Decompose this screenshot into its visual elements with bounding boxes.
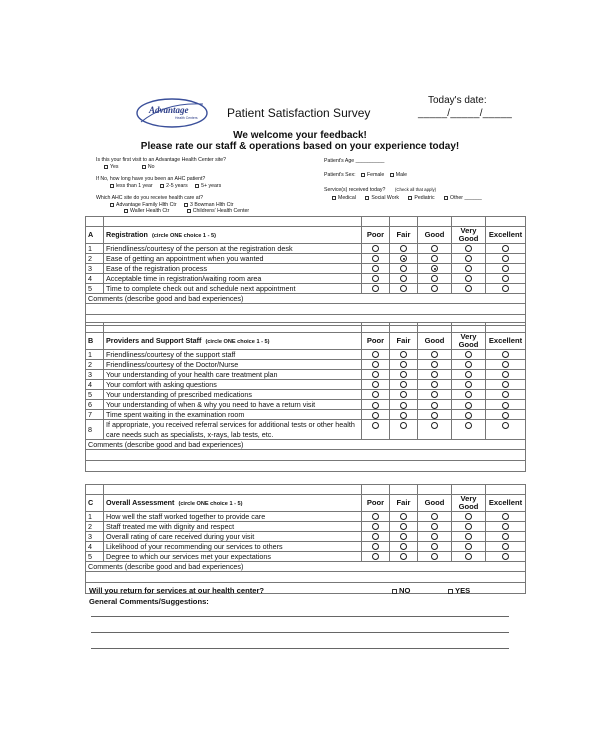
rating-radio-very-good[interactable] — [465, 285, 472, 292]
rating-radio-good[interactable] — [431, 361, 438, 368]
checkbox[interactable] — [332, 196, 336, 200]
rating-radio-poor[interactable] — [372, 371, 379, 378]
rating-radio-excellent[interactable] — [502, 381, 509, 388]
rating-radio-very-good[interactable] — [465, 533, 472, 540]
item-number: 3 — [86, 369, 104, 379]
welcome-heading: We welcome your feedback! — [233, 130, 367, 141]
section-title: Registration (circle ONE choice 1 - 5) — [104, 226, 362, 243]
rating-radio-poor[interactable] — [372, 391, 379, 398]
table-row — [86, 531, 526, 541]
services-options: Medical Social Work Pediatric Other ______ — [332, 195, 482, 201]
rating-radio-very-good[interactable] — [465, 422, 472, 429]
comments-row[interactable] — [86, 293, 526, 303]
rating-header-excellent: Excellent — [486, 332, 526, 349]
item-number: 2 — [86, 253, 104, 263]
rating-radio-excellent[interactable] — [502, 371, 509, 378]
item-number: 4 — [86, 379, 104, 389]
table-row — [86, 263, 526, 273]
rating-radio-poor[interactable] — [372, 255, 379, 262]
rating-radio-fair[interactable] — [400, 533, 407, 540]
instructions-heading: Please rate our staff & operations based on your experience today! — [140, 141, 460, 152]
rating-radio-excellent[interactable] — [502, 285, 509, 292]
comments-label: Comments (describe good and bad experiences) — [86, 561, 526, 571]
table-row — [86, 283, 526, 293]
checkbox[interactable] — [392, 589, 397, 594]
rating-radio-excellent[interactable] — [502, 255, 509, 262]
section-header-row — [86, 332, 526, 349]
checkbox[interactable] — [142, 165, 146, 169]
rating-radio-very-good[interactable] — [465, 255, 472, 262]
rating-radio-poor[interactable] — [372, 543, 379, 550]
item-number: 2 — [86, 521, 104, 531]
table-row — [86, 420, 526, 440]
rating-radio-very-good[interactable] — [465, 381, 472, 388]
table-row — [86, 410, 526, 420]
checkbox[interactable] — [448, 589, 453, 594]
advantage-logo — [135, 96, 209, 130]
rating-radio-good[interactable] — [431, 533, 438, 540]
site-options-row1: Advantage Family Hlth Ctr 3 Bowman Hlth Ctr — [110, 202, 234, 208]
rating-radio-excellent[interactable] — [502, 543, 509, 550]
section-a-table — [85, 216, 526, 326]
rating-header-good: Good — [418, 226, 452, 243]
rating-radio-very-good[interactable] — [465, 351, 472, 358]
rating-header-very-good: Very Good — [452, 332, 486, 349]
rating-radio-fair[interactable] — [400, 381, 407, 388]
table-row — [86, 511, 526, 521]
table-row — [86, 389, 526, 399]
rating-radio-good[interactable] — [431, 371, 438, 378]
comments-row[interactable] — [86, 440, 526, 450]
item-number: 5 — [86, 283, 104, 293]
rating-radio-fair[interactable] — [400, 412, 407, 419]
site-options-row2: Waller Health Ctr Childrens' Health Center — [124, 208, 249, 214]
rating-header-excellent: Excellent — [486, 226, 526, 243]
svg-text:Health Centers: Health Centers — [175, 116, 198, 120]
rating-header-fair: Fair — [390, 494, 418, 511]
table-row — [86, 541, 526, 551]
rating-radio-very-good[interactable] — [465, 553, 472, 560]
return-question: Will you return for services at our health center? — [89, 586, 265, 595]
item-question: Your understanding of your health care treatment plan — [104, 369, 362, 379]
item-number: 4 — [86, 273, 104, 283]
comment-line[interactable] — [91, 616, 509, 617]
rating-radio-very-good[interactable] — [465, 361, 472, 368]
item-number: 3 — [86, 263, 104, 273]
comment-line[interactable] — [91, 632, 509, 633]
rating-radio-excellent[interactable] — [502, 513, 509, 520]
rating-radio-poor[interactable] — [372, 265, 379, 272]
checkbox[interactable] — [444, 196, 448, 200]
checkbox[interactable] — [124, 209, 128, 213]
section-letter: B — [86, 332, 104, 349]
item-question: Overall rating of care received during your visit — [104, 531, 362, 541]
item-question: Your understanding of prescribed medications — [104, 389, 362, 399]
rating-header-excellent: Excellent — [486, 494, 526, 511]
rating-radio-very-good[interactable] — [465, 391, 472, 398]
rating-radio-fair[interactable] — [400, 391, 407, 398]
item-number: 1 — [86, 349, 104, 359]
rating-radio-fair[interactable] — [400, 255, 407, 262]
first-visit-question: Is this your first visit to an Advantage Health Center site? — [96, 157, 227, 163]
section-letter: C — [86, 494, 104, 511]
item-question: Your understanding of when & why you need to have a return visit — [104, 399, 362, 410]
rating-radio-fair[interactable] — [400, 265, 407, 272]
item-question: Your comfort with asking questions — [104, 379, 362, 389]
patient-duration-options: less than 1 year 2-5 years 5+ years — [110, 183, 221, 189]
checkbox[interactable] — [104, 165, 108, 169]
sex-field: Patient's Sex: Female Male — [324, 172, 408, 178]
rating-radio-poor[interactable] — [372, 245, 379, 252]
checkbox[interactable] — [408, 196, 412, 200]
rating-header-fair: Fair — [390, 226, 418, 243]
rating-radio-poor[interactable] — [372, 285, 379, 292]
rating-header-poor: Poor — [362, 332, 390, 349]
comment-entry-row[interactable] — [86, 461, 526, 472]
checkbox[interactable] — [195, 184, 199, 188]
item-number: 4 — [86, 541, 104, 551]
rating-radio-excellent[interactable] — [502, 265, 509, 272]
comment-entry-row[interactable] — [86, 571, 526, 582]
rating-radio-good[interactable] — [431, 265, 438, 272]
rating-radio-fair[interactable] — [400, 285, 407, 292]
rating-radio-excellent[interactable] — [502, 523, 509, 530]
rating-radio-good[interactable] — [431, 255, 438, 262]
comments-row[interactable] — [86, 561, 526, 571]
rating-header-poor: Poor — [362, 226, 390, 243]
rating-radio-very-good[interactable] — [465, 265, 472, 272]
rating-radio-poor[interactable] — [372, 412, 379, 419]
item-number: 5 — [86, 389, 104, 399]
item-number: 8 — [86, 420, 104, 440]
table-row — [86, 273, 526, 283]
table-row — [86, 551, 526, 561]
rating-header-good: Good — [418, 494, 452, 511]
rating-radio-poor[interactable] — [372, 361, 379, 368]
rating-radio-fair[interactable] — [400, 513, 407, 520]
item-question: Time to complete check out and schedule next appointment — [104, 283, 362, 293]
rating-header-poor: Poor — [362, 494, 390, 511]
rating-header-very-good: Very Good — [452, 226, 486, 243]
item-number: 3 — [86, 531, 104, 541]
rating-radio-excellent[interactable] — [502, 422, 509, 429]
rating-radio-good[interactable] — [431, 513, 438, 520]
checkbox[interactable] — [390, 173, 394, 177]
rating-radio-excellent[interactable] — [502, 245, 509, 252]
patient-duration-question: If No, how long have you been an AHC patient? — [96, 176, 206, 182]
table-row — [86, 359, 526, 369]
rating-header-fair: Fair — [390, 332, 418, 349]
rating-radio-poor[interactable] — [372, 275, 379, 282]
checkbox[interactable] — [184, 203, 188, 207]
rating-radio-fair[interactable] — [400, 553, 407, 560]
rating-radio-poor[interactable] — [372, 523, 379, 530]
rating-radio-very-good[interactable] — [465, 543, 472, 550]
rating-radio-fair[interactable] — [400, 361, 407, 368]
rating-radio-good[interactable] — [431, 381, 438, 388]
checkbox[interactable] — [110, 203, 114, 207]
rating-header-good: Good — [418, 332, 452, 349]
rating-radio-excellent[interactable] — [502, 553, 509, 560]
date-field[interactable]: _____/_____/_____ — [418, 108, 513, 119]
item-question: Friendliness/courtesy of the Doctor/Nurse — [104, 359, 362, 369]
item-question: Acceptable time in registration/waiting room area — [104, 273, 362, 283]
section-b-table — [85, 322, 526, 472]
item-question: Friendliness/courtesy of the person at the registration desk — [104, 243, 362, 253]
checkbox[interactable] — [160, 184, 164, 188]
item-question: Time spent waiting in the examination room — [104, 410, 362, 420]
rating-radio-excellent[interactable] — [502, 533, 509, 540]
rating-radio-excellent[interactable] — [502, 361, 509, 368]
services-label: Service(s) received today? (Check all that apply) — [324, 187, 437, 193]
rating-radio-very-good[interactable] — [465, 275, 472, 282]
section-header-row — [86, 494, 526, 511]
rating-header-very-good: Very Good — [452, 494, 486, 511]
item-question: Degree to which our services met your expectations — [104, 551, 362, 561]
return-yes-option[interactable]: YES — [448, 586, 470, 595]
rating-radio-very-good[interactable] — [465, 513, 472, 520]
rating-radio-excellent[interactable] — [502, 351, 509, 358]
rating-radio-poor[interactable] — [372, 381, 379, 388]
rating-radio-very-good[interactable] — [465, 402, 472, 409]
comment-entry-row[interactable] — [86, 450, 526, 461]
rating-radio-good[interactable] — [431, 402, 438, 409]
item-number: 2 — [86, 359, 104, 369]
item-question: Ease of the registration process — [104, 263, 362, 273]
rating-radio-good[interactable] — [431, 285, 438, 292]
rating-radio-poor[interactable] — [372, 402, 379, 409]
table-row — [86, 369, 526, 379]
checkbox[interactable] — [187, 209, 191, 213]
item-question: Ease of getting an appointment when you wanted — [104, 253, 362, 263]
rating-radio-excellent[interactable] — [502, 412, 509, 419]
rating-radio-good[interactable] — [431, 391, 438, 398]
rating-radio-fair[interactable] — [400, 402, 407, 409]
age-field: Patient's Age __________ — [324, 158, 385, 164]
table-row — [86, 253, 526, 263]
rating-radio-poor[interactable] — [372, 533, 379, 540]
rating-radio-excellent[interactable] — [502, 275, 509, 282]
return-no-option[interactable]: NO — [392, 586, 410, 595]
section-letter: A — [86, 226, 104, 243]
rating-radio-good[interactable] — [431, 412, 438, 419]
rating-radio-very-good[interactable] — [465, 523, 472, 530]
rating-radio-fair[interactable] — [400, 371, 407, 378]
item-number: 1 — [86, 243, 104, 253]
rating-radio-poor[interactable] — [372, 422, 379, 429]
section-c-table — [85, 484, 526, 594]
section-header-row — [86, 226, 526, 243]
checkbox[interactable] — [365, 196, 369, 200]
rating-radio-fair[interactable] — [400, 543, 407, 550]
comments-label: Comments (describe good and bad experiences) — [86, 293, 526, 303]
rating-radio-fair[interactable] — [400, 422, 407, 429]
first-visit-options: Yes No — [104, 164, 155, 170]
item-question: Friendliness/courtesy of the support staff — [104, 349, 362, 359]
rating-radio-very-good[interactable] — [465, 412, 472, 419]
rating-radio-fair[interactable] — [400, 245, 407, 252]
table-row — [86, 349, 526, 359]
rating-radio-poor[interactable] — [372, 513, 379, 520]
rating-radio-good[interactable] — [431, 422, 438, 429]
item-question: How well the staff worked together to provide care — [104, 511, 362, 521]
table-row — [86, 243, 526, 253]
rating-radio-good[interactable] — [431, 523, 438, 530]
rating-radio-very-good[interactable] — [465, 245, 472, 252]
rating-radio-good[interactable] — [431, 553, 438, 560]
svg-text:Advantage: Advantage — [149, 105, 189, 115]
item-question: Staff treated me with dignity and respect — [104, 521, 362, 531]
site-question: Which AHC site do you receive health care at? — [96, 195, 203, 201]
checkbox[interactable] — [110, 184, 114, 188]
rating-radio-fair[interactable] — [400, 275, 407, 282]
survey-title: Patient Satisfaction Survey — [227, 106, 371, 120]
table-row — [86, 521, 526, 531]
section-title: Providers and Support Staff (circle ONE choice 1 - 5) — [104, 332, 362, 349]
rating-radio-fair[interactable] — [400, 523, 407, 530]
section-title: Overall Assessment (circle ONE choice 1 - 5) — [104, 494, 362, 511]
item-number: 1 — [86, 511, 104, 521]
rating-radio-good[interactable] — [431, 245, 438, 252]
rating-radio-excellent[interactable] — [502, 391, 509, 398]
comment-line[interactable] — [91, 648, 509, 649]
table-row — [86, 379, 526, 389]
item-number: 5 — [86, 551, 104, 561]
rating-radio-fair[interactable] — [400, 351, 407, 358]
table-row — [86, 399, 526, 410]
general-comments-label: General Comments/Suggestions: — [89, 597, 209, 606]
item-number: 7 — [86, 410, 104, 420]
rating-radio-poor[interactable] — [372, 553, 379, 560]
rating-radio-good[interactable] — [431, 543, 438, 550]
rating-radio-poor[interactable] — [372, 351, 379, 358]
rating-radio-good[interactable] — [431, 275, 438, 282]
item-question: If appropriate, you received referral services for additional tests or other health care needs such as specialists, x-rays, lab tests, etc. — [104, 420, 362, 440]
item-number: 6 — [86, 399, 104, 410]
comment-entry-row[interactable] — [86, 303, 526, 314]
checkbox[interactable] — [361, 173, 365, 177]
rating-radio-excellent[interactable] — [502, 402, 509, 409]
item-question: Likelihood of your recommending our services to others — [104, 541, 362, 551]
date-label: Today's date: — [428, 95, 487, 106]
comments-label: Comments (describe good and bad experiences) — [86, 440, 526, 450]
rating-radio-good[interactable] — [431, 351, 438, 358]
rating-radio-very-good[interactable] — [465, 371, 472, 378]
